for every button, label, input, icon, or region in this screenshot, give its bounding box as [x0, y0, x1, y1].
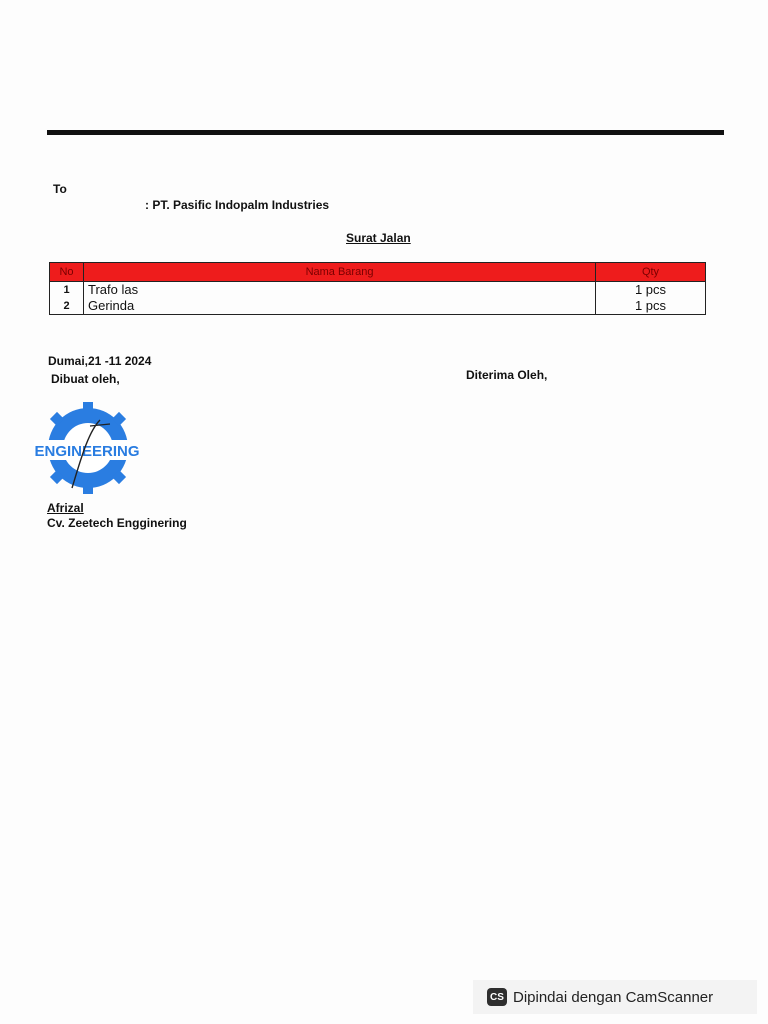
camscanner-icon: CS	[487, 988, 507, 1006]
column-header-name: Nama Barang	[84, 263, 596, 282]
header-rule	[47, 130, 724, 135]
camscanner-badge	[473, 980, 757, 1014]
gear-icon	[28, 402, 146, 494]
row-qty: 1 pcs	[596, 298, 706, 315]
stamp-text: ENGINEERING	[34, 443, 140, 460]
received-by-label: Diterima Oleh,	[466, 368, 548, 382]
made-by-label: Dibuat oleh,	[51, 372, 120, 386]
recipient-name: : PT. Pasific Indopalm Industries	[145, 198, 330, 212]
items-table	[49, 262, 706, 315]
row-item-name: Gerinda	[84, 298, 596, 315]
table-header-row	[50, 263, 706, 282]
signer-name: Afrizal	[47, 501, 84, 515]
column-header-qty: Qty	[596, 263, 706, 282]
place-date: Dumai,21 -11 2024	[48, 354, 152, 368]
table-row	[50, 298, 706, 315]
table-row	[50, 282, 706, 299]
company-stamp	[28, 402, 146, 494]
row-no: 2	[50, 298, 84, 315]
column-header-no: No	[50, 263, 84, 282]
row-qty: 1 pcs	[596, 282, 706, 299]
document-title: Surat Jalan	[346, 231, 411, 245]
row-item-name: Trafo las	[84, 282, 596, 299]
to-label: To	[53, 182, 67, 196]
camscanner-text: Dipindai dengan CamScanner	[513, 988, 714, 1006]
row-no: 1	[50, 282, 84, 299]
company-name: Cv. Zeetech Engginering	[47, 516, 187, 530]
